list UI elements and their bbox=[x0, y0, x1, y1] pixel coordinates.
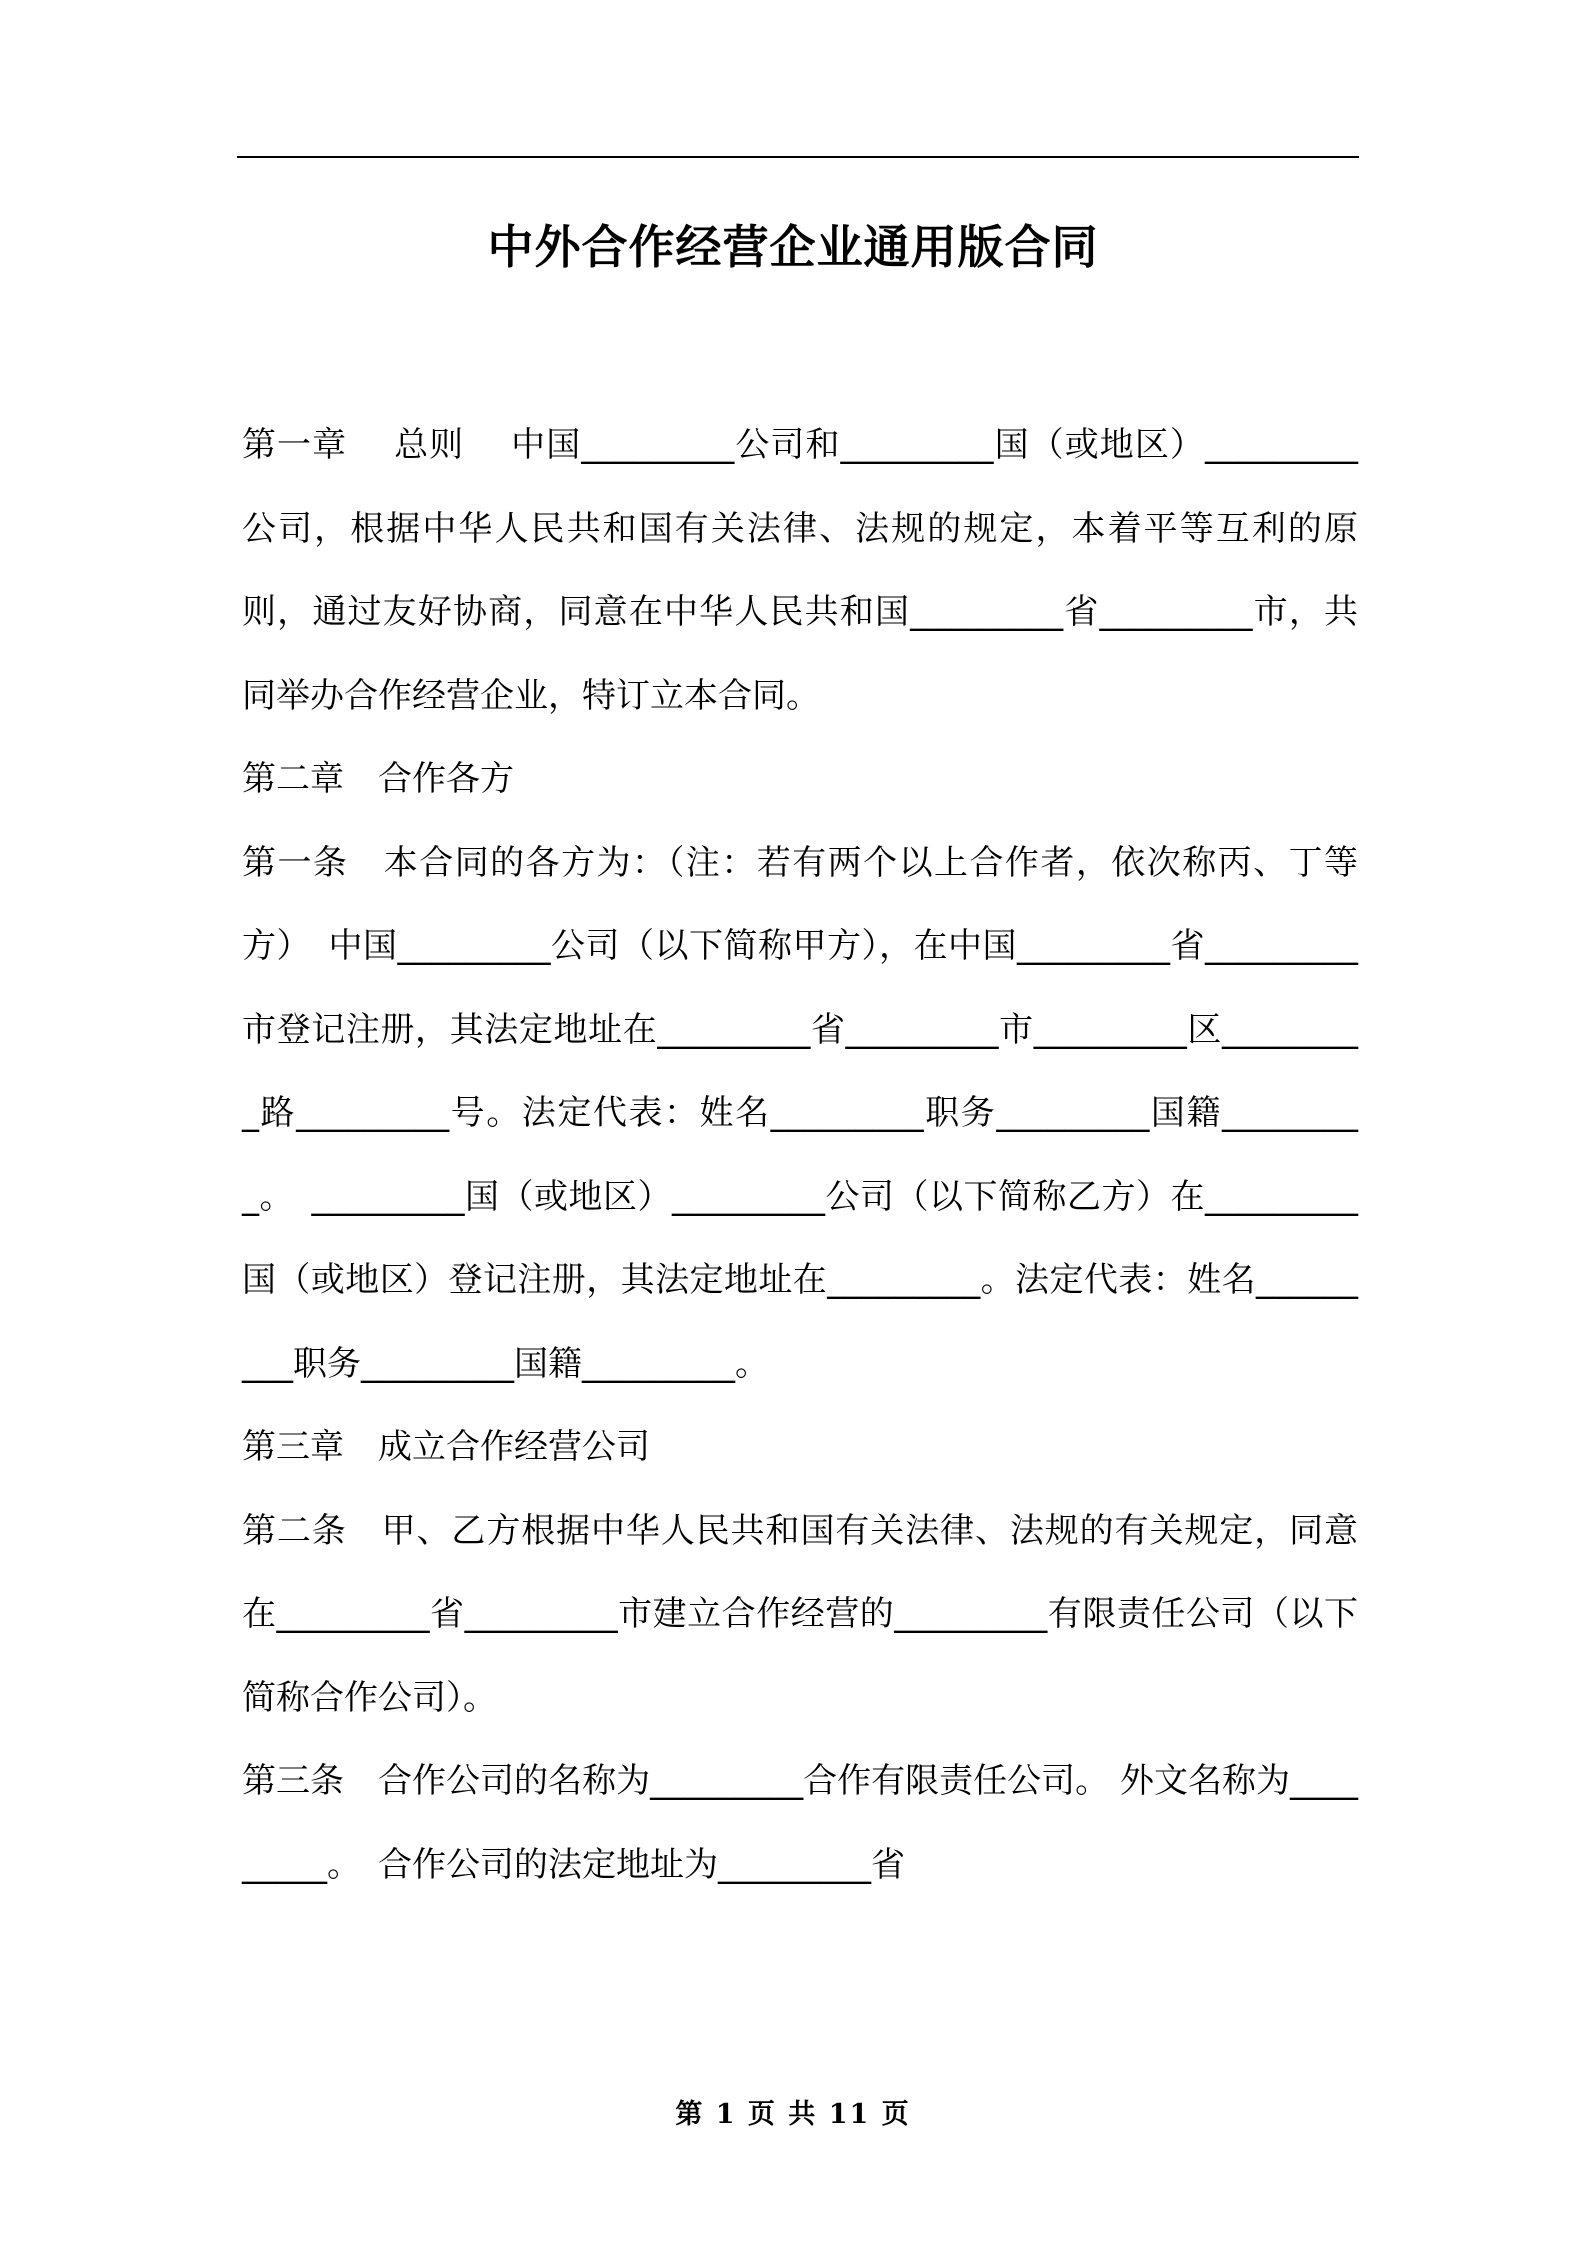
paragraph-chapter-3: 第三章 成立合作经营公司 bbox=[242, 1427, 650, 1467]
paragraph-chapter-2: 第二章 合作各方 bbox=[242, 759, 514, 799]
paragraph-article-3: 第三条 合作公司的名称为_________合作有限责任公司。 外文名称为_________。 合作公司的法定地址为_________省 bbox=[242, 1761, 1358, 1885]
page-number: 第 1 页 共 11 页 bbox=[675, 2099, 911, 2130]
document-title: 中外合作经营企业通用版合同 bbox=[487, 220, 1099, 274]
paragraph-article-2: 第二条 甲、乙方根据中华人民共和国有关法律、法规的有关规定，同意在_________省_________市建立合作经营的_________有限责任公司（以下简称合作公司）。 bbox=[242, 1510, 1358, 1718]
header-rule bbox=[237, 156, 1359, 158]
paragraph-chapter-1: 第一章 总则 中国_________公司和_________国（或地区）_________公司，根据中华人民共和国有关法律、法规的规定，本着平等互利的原则，通过友好协商，同意在中华人民共和国_________省_________市，共同举办合作经营企业，特订立本合同。 bbox=[242, 425, 1358, 716]
paragraph-article-1: 第一条 本合同的各方为：（注：若有两个以上合作者，依次称丙、丁等方） 中国_________公司（以下简称甲方），在中国_________省_________市登记注册，其法定地址在_________省_________市_________区_________路_________号。法定代表：姓名_________职务_________国籍_________。 _________国（或地区）_________公司（以下简称乙方）在_________国（或地区）登记注册，其法定地址在_________。法定代表：姓名_________职务_________国籍_________。 bbox=[242, 842, 1358, 1384]
document-body bbox=[242, 404, 1358, 1907]
